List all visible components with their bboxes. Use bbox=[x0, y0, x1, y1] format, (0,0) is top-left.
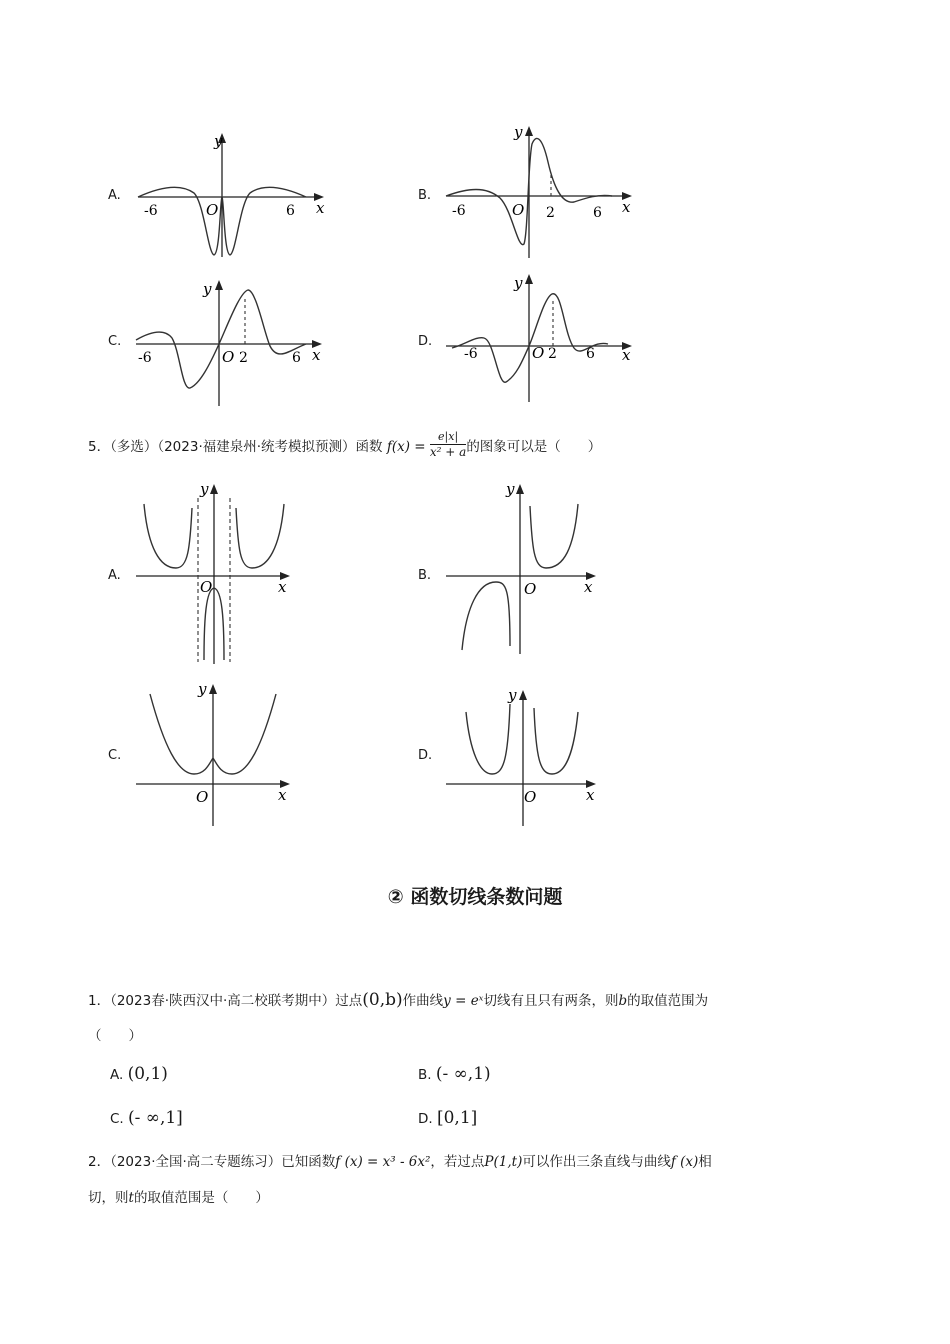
problem-2-text bbox=[88, 1152, 712, 1172]
curve-expression: y = eˣ bbox=[443, 993, 484, 1009]
y-axis-label: y bbox=[198, 680, 207, 698]
p1-option-c[interactable] bbox=[110, 1108, 183, 1129]
y-axis-label: y bbox=[214, 132, 223, 150]
x-axis-label: x bbox=[278, 578, 287, 596]
question-text: 的取值范围为 bbox=[627, 993, 709, 1009]
point-expression: P(1,t) bbox=[484, 1154, 523, 1170]
x-axis-label: x bbox=[584, 578, 593, 596]
tick-label: -6 bbox=[144, 203, 158, 219]
question-text: 已知函数 bbox=[281, 1154, 336, 1170]
tick-label: -6 bbox=[452, 203, 466, 219]
q4-graph-b[interactable] bbox=[438, 122, 648, 260]
question-text: 过点 bbox=[335, 993, 363, 1009]
question-text: 的图象可以是（ ） bbox=[466, 439, 602, 455]
q5-graph-d[interactable] bbox=[440, 682, 610, 828]
y-axis-label: y bbox=[508, 686, 517, 704]
x-axis-label: x bbox=[622, 346, 631, 364]
origin-label: O bbox=[532, 344, 545, 362]
question-text: 作曲线 bbox=[402, 993, 444, 1009]
q5-graph-b[interactable] bbox=[440, 478, 610, 658]
tick-label: 6 bbox=[286, 203, 295, 219]
origin-label: O bbox=[196, 788, 209, 806]
function-fraction bbox=[430, 430, 466, 460]
function-arg: (x) = bbox=[391, 439, 426, 455]
q4-option-b-label[interactable]: B. bbox=[418, 188, 432, 203]
tick-label: 6 bbox=[292, 350, 301, 366]
question-text: 函数 bbox=[355, 439, 383, 455]
variable: b bbox=[618, 993, 628, 1009]
p1-option-a[interactable] bbox=[110, 1064, 168, 1085]
q5-option-a-label[interactable]: A. bbox=[108, 568, 121, 583]
y-axis-label: y bbox=[506, 480, 515, 498]
q5-graph-a[interactable] bbox=[130, 478, 305, 668]
question-text: 的取值范围是（ ） bbox=[133, 1190, 269, 1206]
origin-label: O bbox=[206, 201, 219, 219]
origin-label: O bbox=[200, 578, 213, 596]
question-source: （2023春·陕西汉中·高二校联考期中） bbox=[110, 993, 336, 1009]
tick-label: 2 bbox=[548, 346, 557, 362]
y-axis-label: y bbox=[203, 280, 212, 298]
question-number: 1． bbox=[88, 993, 111, 1009]
function-expression: f (x) = x³ - 6x² bbox=[335, 1154, 431, 1170]
question-number: 2． bbox=[88, 1154, 111, 1170]
origin-label: O bbox=[524, 580, 537, 598]
fraction-denominator: x² + a bbox=[429, 445, 467, 459]
q5-option-b-label[interactable]: B. bbox=[418, 568, 432, 583]
x-axis-label: x bbox=[586, 786, 595, 804]
q5-option-d-label[interactable]: D. bbox=[418, 748, 433, 763]
q4-option-c-label[interactable]: C. bbox=[108, 334, 122, 349]
question-text: 切，则 bbox=[88, 1190, 129, 1206]
question-text: 切线有且只有两条，则 bbox=[483, 993, 619, 1009]
option-label: D. bbox=[418, 1111, 433, 1127]
problem-2-text-line2 bbox=[88, 1188, 269, 1208]
problem-1-text bbox=[88, 990, 708, 1011]
x-axis-label: x bbox=[622, 198, 631, 216]
origin-label: O bbox=[222, 348, 235, 366]
option-value: (- ∞,1) bbox=[435, 1064, 491, 1084]
variable: t bbox=[128, 1190, 134, 1206]
function-name: f bbox=[386, 439, 392, 455]
option-value: [0,1] bbox=[436, 1108, 478, 1128]
x-axis-label: x bbox=[278, 786, 287, 804]
origin-label: O bbox=[524, 788, 537, 806]
y-axis-label: y bbox=[514, 274, 523, 292]
origin-label: O bbox=[512, 201, 525, 219]
section-title: ② 函数切线条数问题 bbox=[387, 886, 563, 908]
tick-label: 6 bbox=[586, 346, 595, 362]
q4-option-d-label[interactable]: D. bbox=[418, 334, 433, 349]
q4-graph-d[interactable] bbox=[440, 268, 650, 406]
answer-paren: （ ） bbox=[88, 1028, 142, 1044]
tick-label: 2 bbox=[239, 350, 248, 366]
q4-graph-a[interactable] bbox=[130, 125, 340, 260]
q4-graph-c[interactable] bbox=[130, 272, 340, 410]
q5-option-c-label[interactable]: C. bbox=[108, 748, 122, 763]
x-axis-label: x bbox=[312, 346, 321, 364]
fraction-numerator: e|x| bbox=[430, 430, 466, 445]
p1-option-d[interactable] bbox=[418, 1108, 477, 1129]
curve-expression: f (x) bbox=[670, 1154, 699, 1170]
x-axis-label: x bbox=[316, 199, 325, 217]
tick-label: -6 bbox=[138, 350, 152, 366]
question-source: （2023·福建泉州·统考模拟预测） bbox=[157, 439, 356, 455]
option-value: (- ∞,1] bbox=[128, 1108, 183, 1128]
q5-text bbox=[88, 432, 601, 462]
y-axis-label: y bbox=[200, 480, 209, 498]
option-label: C. bbox=[110, 1111, 124, 1127]
question-text: 可以作出三条直线与曲线 bbox=[522, 1154, 671, 1170]
option-label: A. bbox=[110, 1067, 124, 1083]
option-label: B. bbox=[418, 1067, 432, 1083]
question-number: 5． bbox=[88, 439, 111, 455]
q4-option-a-label[interactable]: A. bbox=[108, 188, 121, 203]
q5-graph-c[interactable] bbox=[130, 676, 305, 828]
tick-label: 2 bbox=[546, 205, 555, 221]
y-axis-label: y bbox=[514, 123, 523, 141]
p1-option-b[interactable] bbox=[418, 1064, 491, 1085]
tick-label: 6 bbox=[593, 205, 602, 221]
option-value: (0,1) bbox=[127, 1064, 168, 1084]
question-source: （2023·全国·高二专题练习） bbox=[110, 1154, 282, 1170]
point-expression: (0,b) bbox=[362, 990, 403, 1010]
tick-label: -6 bbox=[464, 346, 478, 362]
question-text: ，若过点 bbox=[430, 1154, 485, 1170]
question-tag: （多选） bbox=[110, 439, 158, 455]
question-text: 相 bbox=[698, 1154, 712, 1170]
